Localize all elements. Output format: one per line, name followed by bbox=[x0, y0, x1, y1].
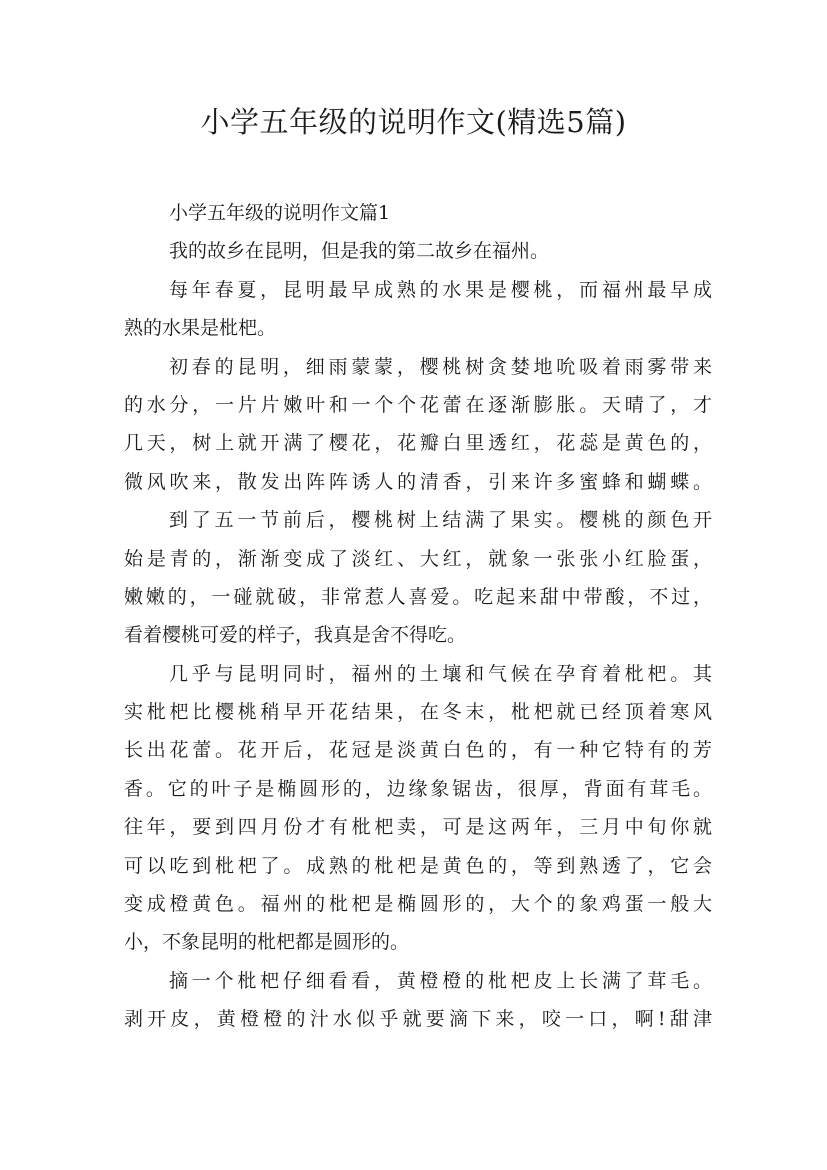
text-line: 几乎与昆明同时，福州的土壤和气候在孕育着枇杷。其 bbox=[169, 662, 712, 685]
text-line: 初春的昆明，细雨蒙蒙，樱桃树贪婪地吮吸着雨雾带来 bbox=[169, 355, 712, 378]
text-line: 每年春夏，昆明最早成熟的水果是樱桃，而福州最早成 bbox=[169, 278, 712, 301]
paragraph bbox=[124, 501, 712, 655]
text-line: 实枇杷比樱桃稍早开花结果，在冬末，枇杷就已经顶着寒风 bbox=[124, 701, 712, 724]
paragraph bbox=[124, 271, 712, 348]
text-line: 嫩嫩的，一碰就破，非常惹人喜爱。吃起来甜中带酸，不过， bbox=[124, 585, 712, 608]
text-line: 到了五一节前后，樱桃树上结满了果实。樱桃的颜色开 bbox=[169, 509, 712, 532]
text-line: 可以吃到枇杷了。成熟的枇杷是黄色的，等到熟透了，它会 bbox=[124, 854, 712, 877]
text-line: 始是青的，渐渐变成了淡红、大红，就象一张张小红脸蛋， bbox=[124, 547, 712, 570]
document-title: 小学五年级的说明作文(精选5篇) bbox=[200, 105, 627, 139]
text-line: 香。它的叶子是椭圆形的，边缘象锯齿，很厚，背面有茸毛。 bbox=[124, 777, 712, 800]
paragraph bbox=[124, 655, 712, 962]
text-line: 剥开皮，黄橙橙的汁水似乎就要滴下来，咬一口，啊!甜津 bbox=[124, 1008, 712, 1031]
text-line: 微风吹来，散发出阵阵诱人的清香，引来许多蜜蜂和蝴蝶。 bbox=[124, 470, 712, 493]
paragraph bbox=[124, 348, 712, 502]
text-line: 看着樱桃可爱的样子，我真是舍不得吃。 bbox=[124, 624, 467, 647]
section-heading: 小学五年级的说明作文篇1 bbox=[169, 202, 391, 224]
text-line: 小，不象昆明的枇杷都是圆形的。 bbox=[124, 931, 410, 954]
text-line: 摘一个枇杷仔细看看，黄橙橙的枇杷皮上长满了茸毛。 bbox=[169, 969, 712, 992]
text-line: 往年，要到四月份才有枇杷卖，可是这两年，三月中旬你就 bbox=[124, 816, 712, 839]
text-line: 长出花蕾。花开后，花冠是淡黄白色的，有一种它特有的芳 bbox=[124, 739, 712, 762]
text-line: 的水分，一片片嫩叶和一个个花蕾在逐渐膨胀。天晴了，才 bbox=[124, 393, 712, 416]
paragraph bbox=[124, 962, 712, 1039]
paragraph bbox=[124, 232, 712, 270]
text-line: 几天，树上就开满了樱花，花瓣白里透红，花蕊是黄色的， bbox=[124, 432, 712, 455]
document-body bbox=[124, 194, 712, 1039]
text-line: 熟的水果是枇杷。 bbox=[124, 317, 277, 340]
text-line: 我的故乡在昆明，但是我的第二故乡在福州。 bbox=[169, 240, 550, 263]
text-line: 变成橙黄色。福州的枇杷是椭圆形的，大个的象鸡蛋一般大 bbox=[124, 893, 712, 916]
